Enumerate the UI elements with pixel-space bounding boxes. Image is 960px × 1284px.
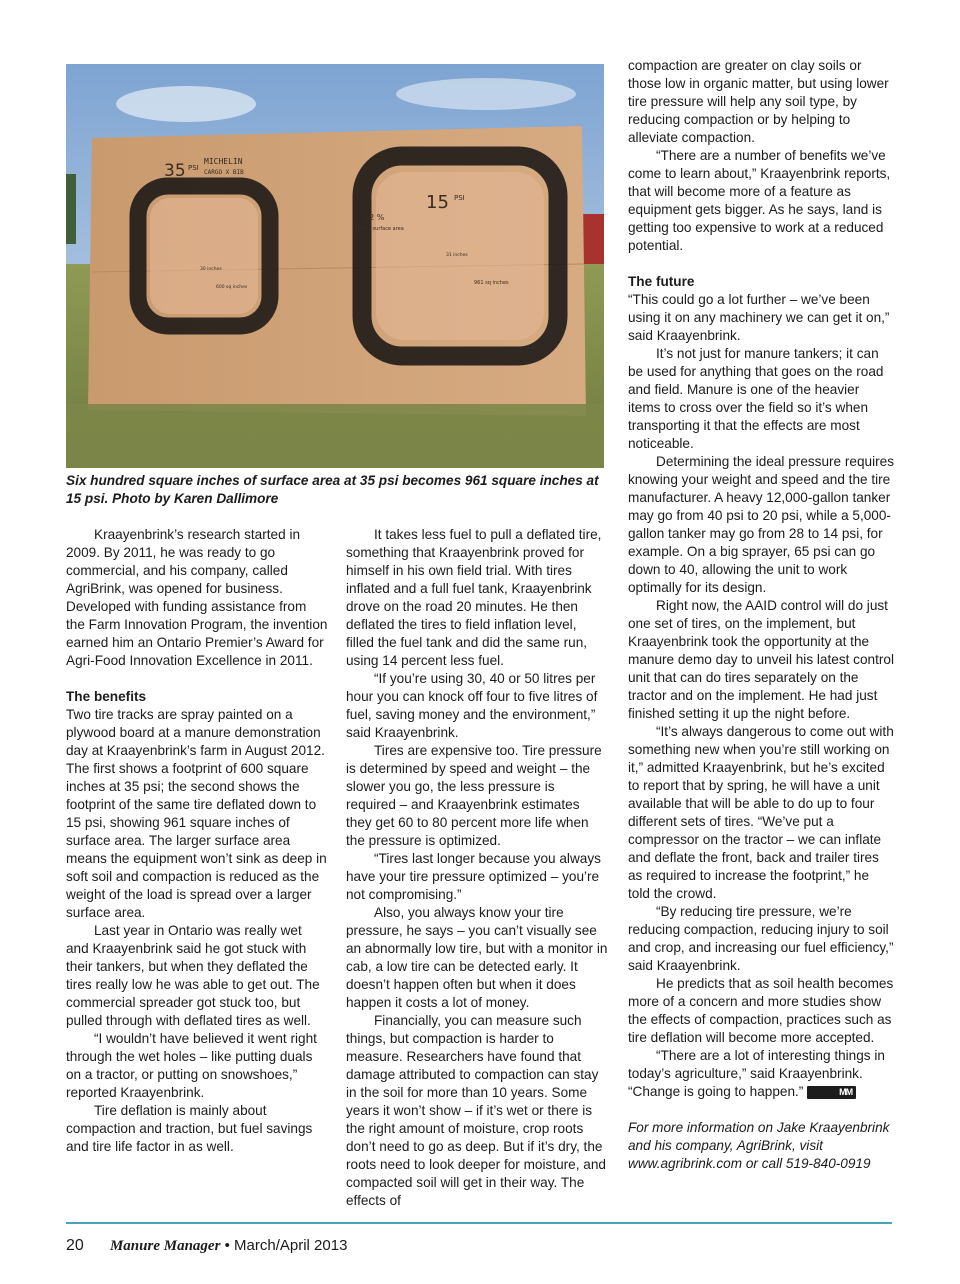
photo-label-15-unit: PSI xyxy=(454,194,465,202)
photo-caption: Six hundred square inches of surface area at 35 psi becomes 961 square inches at 15 psi. Photo by Karen Dallimore xyxy=(66,473,599,506)
paragraph-text: “There are a lot of interesting things in today’s agriculture,” said Kraayenbrink. “Change is going to happen.” xyxy=(628,1048,885,1099)
photo-label-left-inches: 30 inches xyxy=(200,267,222,272)
column-1 xyxy=(66,526,328,1156)
section-heading-benefits: The benefits xyxy=(66,689,147,704)
photo-label-left-area: 600 sq inches xyxy=(216,285,248,290)
paragraph: He predicts that as soil health becomes more of a concern and more studies show the effects of compaction, practices such as tire deflation will become more accepted. xyxy=(628,976,894,1045)
article-photo xyxy=(66,64,604,468)
paragraph: Tires are expensive too. Tire pressure is determined by speed and weight – the slower you go, the less pressure is required – and Kraayenbrink estimates they get 60 to 80 percent more life when the pressure is optimized. xyxy=(346,743,602,848)
paragraph: Right now, the AAID control will do just one set of tires, on the implement, but Kraayenbrink took the opportunity at the manure demo day to unveil his latest control unit that can do tires separately on the tractor and on the implement. He had just finished setting it up the night before. xyxy=(628,598,894,721)
paragraph: “This could go a lot further – we’ve been using it on any machinery we can get it on,” said Kraayenbrink. xyxy=(628,292,890,343)
paragraph: Tire deflation is mainly about compaction and traction, but fuel savings and tire life factor in as well. xyxy=(66,1103,313,1154)
photo-label-percent-note: more surface area xyxy=(358,226,404,232)
paragraph: It’s not just for manure tankers; it can be used for anything that goes on the road and field. Manure is one of the heavier items to cross over the field so it’s when transporting it that the effects are most noticeable. xyxy=(628,346,884,451)
footer-separator: • xyxy=(224,1237,230,1254)
photo-label-percent: 62 % xyxy=(364,213,385,222)
page-footer xyxy=(66,1236,347,1256)
photo-label-right-inches: 31 inches xyxy=(446,253,468,258)
paragraph: Financially, you can measure such things, but compaction is harder to measure. Researchers have found that damage attributed to compaction can stay in the soil for more than 10 years. Some years it won’t show – if it’s wet or there is the right amount of moisture, crop roots don’t need to go as deep. But if it’s dry, the roots need to look deeper for moisture, and compacted soil will get in their way. The effects of xyxy=(346,1013,606,1208)
section-heading-future: The future xyxy=(628,274,695,289)
paragraph: Determining the ideal pressure requires knowing your weight and speed and the tire manufacturer. A heavy 12,000-gallon tanker may go from 40 psi to 20 psi, while a 5,000-gallon tanker may go from 28 to 14 psi, for example. On a big sprayer, 65 psi can go down to 40, allowing the unit to work optimally for its design. xyxy=(628,454,895,595)
paragraph: It takes less fuel to pull a deflated tire, something that Kraayenbrink proved for himself in his own field trial. With tires inflated and a full fuel tank, Kraayenbrink drove on the road 20 minutes. He then deflated the tires to field inflation level, filled the fuel tank and did the same run, using 14 percent less fuel. xyxy=(346,527,602,668)
column-3 xyxy=(628,57,894,1173)
paragraph: “Tires last longer because you always have your tire pressure optimized – you’re not compromising.” xyxy=(346,851,601,902)
paragraph: “By reducing tire pressure, we’re reducing compaction, reducing injury to soil and crop, and increasing our fuel efficiency,” said Kraayenbrink. xyxy=(628,904,894,973)
column-2 xyxy=(346,526,608,1210)
page-number: 20 xyxy=(66,1237,84,1254)
paragraph xyxy=(628,1047,894,1101)
photo-label-size: 850/50R 30-5 xyxy=(204,178,248,185)
paragraph: Two tire tracks are spray painted on a plywood board at a manure demonstration day at Kraayenbrink’s farm in August 2012. The first shows a footprint of 600 square inches at 35 psi; the second shows the footprint of the same tire deflated down to 15 psi, showing 961 square inches of surface area. The larger surface area means the equipment won’t sink as deep in soft soil and compaction is reduced as the weight of the load is spread over a larger surface area. xyxy=(66,707,327,920)
paragraph: “I wouldn’t have believed it went right through the wet holes – like putting duals on a tractor, or putting on snowshoes,” reported Kraayenbrink. xyxy=(66,1031,317,1100)
paragraph: “There are a number of benefits we’ve come to learn about,” Kraayenbrink reports, that will become more of a feature as equipment gets bigger. As he says, land is getting too expensive to work at a reduced potential. xyxy=(628,148,891,253)
photo-label-model: CARGO X BIB xyxy=(204,169,244,176)
photo-label-35-unit: PSI xyxy=(188,164,199,172)
photo-label-15: 15 xyxy=(426,192,449,213)
tire-footprint-photo xyxy=(66,64,604,468)
footer-divider xyxy=(66,1222,892,1224)
paragraph: compaction are greater on clay soils or those low in organic matter, but using lower tire pressure will help any soil type, by reducing compaction or by helping to alleviate compaction. xyxy=(628,58,889,145)
contact-info: For more information on Jake Kraayenbrink and his company, AgriBrink, visit www.agribrink.com or call 519-840-0919 xyxy=(628,1120,890,1171)
paragraph: Kraayenbrink’s research started in 2009. By 2011, he was ready to go commercial, and his company, called AgriBrink, was opened for business. Developed with funding assistance from the Farm Innovation Program, the invention earned him an Ontario Premier’s Award for Agri-Food Innovation Excellence in 2011. xyxy=(66,527,328,668)
issue-date: March/April 2013 xyxy=(234,1237,348,1254)
paragraph: Also, you always know your tire pressure, he says – you can’t visually see an abnormally low tire, but with a monitor in cab, a low tire can be detected early. It doesn’t happen often but when it does happen it costs a lot of money. xyxy=(346,905,608,1010)
photo-label-35: 35 xyxy=(164,161,186,181)
photo-label-right-area: 961 sq inches xyxy=(474,280,509,286)
paragraph: “It’s always dangerous to come out with something new when you’re still working on it,” admitted Kraayenbrink, but he’s excited to report that by spring, he will have a unit available that will be able to do up to four different sets of tires. “We’ve put a compressor on the tractor – we can inflate and deflate the front, back and trailer tires as required to increase the footprint,” he told the crowd. xyxy=(628,724,894,901)
end-mark-logo: MM xyxy=(807,1086,856,1099)
paragraph: “If you’re using 30, 40 or 50 litres per hour you can knock off four to five litres of fuel, saving money and the environment,” said Kraayenbrink. xyxy=(346,671,598,740)
magazine-name: Manure Manager xyxy=(109,1238,221,1254)
photo-label-brand: MICHELIN xyxy=(204,157,243,166)
paragraph: Last year in Ontario was really wet and Kraayenbrink said he got stuck with their tankers, but when they deflated the tires really low he was able to get out. The commercial spreader got stuck too, but pulled through with deflated tires as well. xyxy=(66,923,320,1028)
